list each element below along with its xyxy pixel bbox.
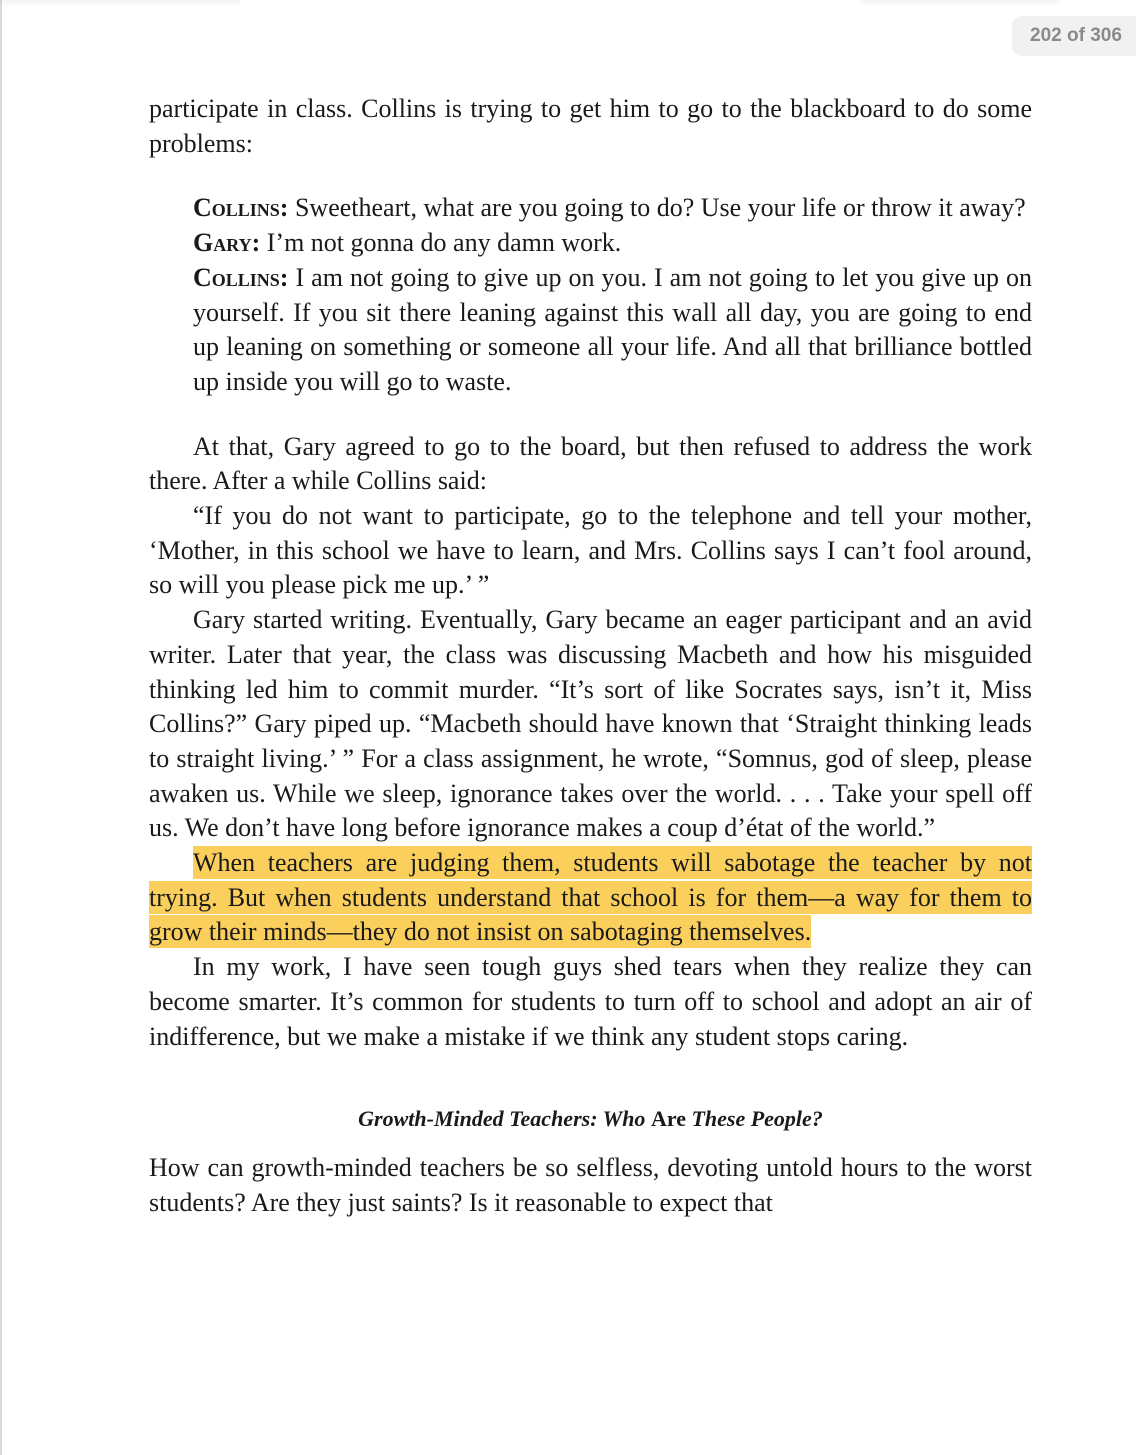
dialogue-speaker: Gary: — [193, 228, 261, 258]
top-shadow-right — [860, 0, 1060, 6]
section-heading-part1: Growth-Minded Teachers: Who — [358, 1106, 646, 1132]
dialogue-line — [193, 191, 1032, 226]
page-content — [149, 92, 1032, 1220]
section-heading-part3: These People? — [691, 1106, 823, 1132]
section-heading — [149, 1102, 1032, 1137]
text-highlight[interactable]: When teachers are judging them, students will sabotage the teacher by not trying. But when students understand that school is for them—a way for them to grow their minds—they do not insist on sabotaging themselves. — [149, 848, 1032, 947]
dialogue-line — [193, 226, 1032, 261]
dialogue-text: I’m not gonna do any damn work. — [266, 228, 622, 258]
dialogue-text: I am not going to give up on you. I am not going to let you give up on yourself. If you sit there leaning against this wall all day, you are going to end up leaning on something or someone all your life. And all that brilliance bottled up inside you will go to waste. — [193, 262, 1033, 396]
paragraph-tears: In my work, I have seen tough guys shed tears when they realize they can become smarter. It’s common for students to turn off to school and adopt an air of indifference, but we make a mistake if we think any student stops caring. — [149, 952, 1032, 1051]
page-left-edge — [0, 0, 2, 1455]
dialogue-block — [193, 191, 1032, 399]
section-heading-part2: Are — [650, 1106, 686, 1132]
intro-paragraph: participate in class. Collins is trying to get him to go to the blackboard to do some problems: — [149, 94, 1032, 158]
paragraph-final: How can growth-minded teachers be so selfless, devoting untold hours to the worst students? Are they just saints? Is it reasonable to expect that — [149, 1152, 1032, 1217]
dialogue-speaker: Collins: — [193, 193, 289, 223]
paragraph-gary: Gary started writing. Eventually, Gary became an eager participant and an avid writer. Later that year, the class was discussing Macbeth and how his misguided thinking led him to commit murder. “It’s sort of like Socrates says, isn’t it, Miss Collins?” Gary piped up. “Macbeth should have known that ‘Straight thinking leads to straight living.’ ” For a class assignment, he wrote, “Somnus, god of sleep, please awaken us. While we sleep, ignorance takes over the world. . . . Take your spell off us. We don’t have long before ignorance makes a coup d’état of the world.” — [149, 605, 1032, 843]
paragraph-board: At that, Gary agreed to go to the board, but then refused to address the work there. After a while Collins said: — [149, 431, 1032, 496]
page-indicator[interactable]: 202 of 306 — [1012, 16, 1136, 56]
dialogue-text: Sweetheart, what are you going to do? Use your life or throw it away? — [294, 193, 1026, 223]
top-shadow-left — [0, 0, 240, 6]
dialogue-speaker: Collins: — [193, 262, 289, 292]
highlighted-paragraph[interactable] — [149, 846, 1032, 950]
paragraph-quote: “If you do not want to participate, go to the telephone and tell your mother, ‘Mother, in this school we have to learn, and Mrs. Collins says I can’t fool around, so will you please pick me up.’ ” — [149, 501, 1032, 600]
dialogue-line — [193, 261, 1032, 400]
